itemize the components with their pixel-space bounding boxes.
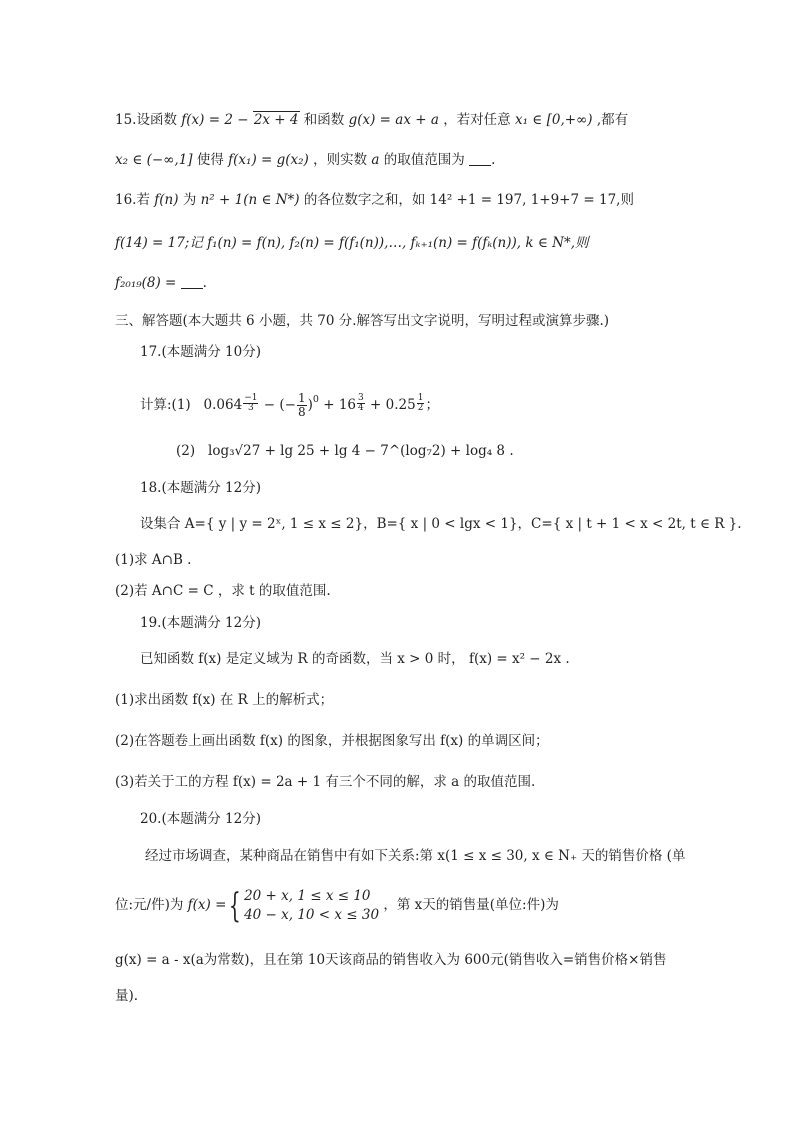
q19-sub3: (3)若关于工的方程 f(x) = 2a + 1 有三个不同的解，求 a 的取值范围.	[115, 774, 536, 790]
q15-line1	[115, 110, 628, 130]
q15-equation: f(x₁) = g(x₂)	[228, 152, 309, 168]
q19-header: 19.(本题满分 12分)	[140, 615, 261, 631]
q16-line1	[115, 190, 634, 210]
q16-mid2: 的各位数字之和，如 14² +1 = 197, 1+9+7 = 17,则	[303, 192, 634, 208]
q17-part2-expr: log₃√27 + lg 25 + lg 4 − 7^(log₇2) + log₄ 8 .	[208, 443, 514, 459]
q18-sets: 设集合 A={ y | y = 2ˣ, 1 ≤ x ≤ 2}，B={ x | 0 < lgx < 1}，C={ x | t + 1 < x < 2t, t ∈ R }.	[140, 516, 742, 532]
q15-answer-blank	[469, 151, 491, 166]
q20-brace: {	[229, 885, 242, 926]
q15-prefix: 15.设函数	[115, 112, 177, 128]
q19-sub2: (2)在答题卷上画出函数 f(x) 的图象，并根据图象写出 f(x) 的单调区间；	[115, 733, 549, 749]
q17-header: 17.(本题满分 10分)	[140, 344, 261, 360]
q16-line3	[115, 273, 207, 293]
q20-f-label: f(x) =	[187, 897, 227, 913]
q15-tail: 的取值范围为	[383, 152, 465, 168]
q16-mid1: 为	[182, 192, 197, 208]
q20-line4: 量).	[115, 988, 139, 1004]
q15-end: ,都有	[596, 112, 629, 128]
q15-x2-range: x₂ ∈ (−∞,1]	[115, 152, 193, 168]
q16-prefix: 16.若	[115, 192, 150, 208]
q20-line2	[115, 885, 559, 925]
q15-x1-range: x₁ ∈ [0,+∞)	[514, 112, 593, 128]
q20-unit: 位:元/件)为	[115, 897, 184, 913]
q15-period: .	[491, 152, 496, 168]
q19-given: 已知函数 f(x) 是定义域为 R 的奇函数，当 x > 0 时， f(x) = x² − 2x .	[140, 651, 570, 667]
q17-calc-label: 计算:(1)	[140, 397, 191, 413]
q20-header: 20.(本题满分 12分)	[140, 811, 261, 827]
q15-mid2: 使得	[196, 152, 224, 168]
q18-sub1: (1)求 A∩B .	[115, 552, 192, 568]
q17-part1: 计算:(1) 0.064 $\frac{-1}{3}$ − (− $\frac{1}{8}$ )$^0$ + 16 $\frac{3}{4}$ + 0.25 $\frac{1}{2}$ ；	[140, 391, 439, 419]
q20-line1: 经过市场调查，某种商品在销售中有如下关系:第 x(1 ≤ x ≤ 30, x ∈ N₊ 天的销售价格 (单	[145, 848, 686, 864]
q17-term2: − (−	[263, 397, 296, 413]
q17-term3: + 16	[323, 397, 357, 413]
q20-sales-volume: ，第 x天的销售量(单位:件)为	[383, 897, 559, 913]
q17-part2	[176, 441, 514, 461]
q20-case1: 20 + x, 1 ≤ x ≤ 10	[244, 887, 371, 904]
q15-f-def: f(x) = 2 − 2x + 4	[181, 112, 299, 128]
q20-case2: 40 − x, 10 < x ≤ 30	[244, 906, 380, 923]
q17-semicolon: ；	[425, 397, 439, 413]
q20-cases	[244, 887, 379, 925]
q19-sub1: (1)求出函数 f(x) 在 R 上的解析式；	[115, 692, 334, 708]
q17-term1: 0.064	[203, 397, 243, 413]
q17-term4: + 0.25	[370, 397, 416, 413]
q17-term2-close: )	[307, 397, 313, 413]
q15-a: a	[371, 152, 380, 168]
q16-recursion: f(14) = 17;记 f₁(n) = f(n), f₂(n) = f(f₁(n)),…, fₖ₊₁(n) = f(fₖ(n)), k ∈ N*,则	[115, 235, 589, 251]
q17-part2-label: (2)	[176, 443, 196, 459]
section-3-heading: 三、解答题(本大题共 6 小题，共 70 分.解答写出文字说明，写明过程或演算步骤.)	[115, 313, 610, 329]
q16-line2	[115, 233, 588, 253]
q16-period: .	[202, 275, 207, 291]
q16-question: f₂₀₁₉(8) =	[115, 275, 177, 291]
q20-line3: g(x) = a - x(a为常数)，且在第 10天该商品的销售收入为 600元(销售收入=销售价格×销售	[115, 952, 667, 968]
q16-fn: f(n)	[154, 192, 179, 208]
q18-sub2: (2)若 A∩C = C ，求 t 的取值范围.	[115, 583, 331, 599]
q15-end2: ，则实数	[313, 152, 368, 168]
q18-header: 18.(本题满分 12分)	[140, 480, 261, 496]
q16-expr: n² + 1(n ∈ N*)	[200, 192, 300, 208]
q15-line2	[115, 150, 495, 170]
q15-mid: ，若对任意	[443, 112, 511, 128]
q15-g-def: g(x) = ax + a	[348, 112, 439, 128]
q16-answer-blank	[181, 274, 203, 289]
q15-and-func: 和函数	[303, 112, 345, 128]
